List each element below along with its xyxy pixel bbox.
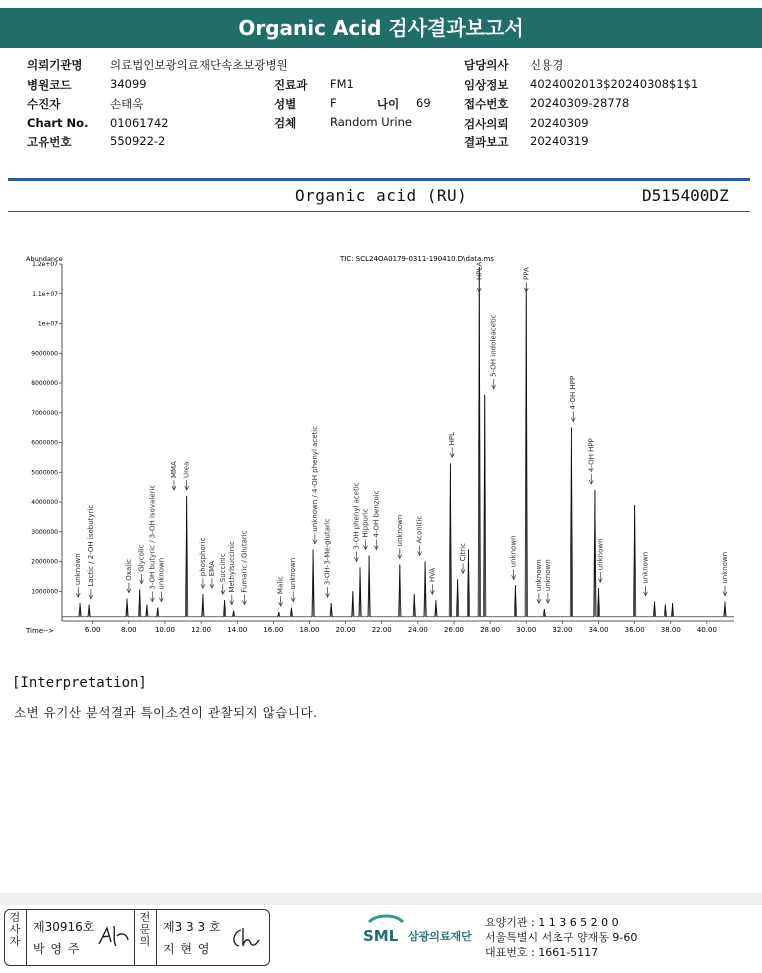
test-name: Organic acid (RU) (295, 186, 468, 205)
specialist-label: 전문의 (139, 911, 151, 948)
peak-annotation: Hippuric (361, 508, 370, 538)
clinical-label: 임상정보 (464, 78, 509, 92)
peak-annotation: Methylsuccinic (227, 541, 236, 593)
age-label: 나이 (377, 97, 400, 111)
x-tick-label: 22.00 (371, 626, 392, 634)
peak-annotation: HPL (448, 431, 457, 446)
receipt-label: 접수번호 (464, 97, 509, 111)
footer-band (0, 893, 762, 905)
peak-annotation: unknown (395, 514, 404, 547)
section-rule-top (8, 178, 750, 181)
y-tick-label: 1.2e+07 (32, 261, 58, 268)
peak-annotation: unknown (509, 535, 518, 568)
tester-label: 검사자 (9, 911, 21, 948)
report-date-label: 결과보고 (464, 135, 509, 149)
peak-annotation: 3-OH-3-Me-glutaric (323, 518, 332, 586)
y-axis-label: Abundance (26, 255, 63, 263)
dept-label: 진료과 (274, 78, 308, 92)
peak-annotation: unknown (720, 551, 729, 584)
y-tick-label: 6000000 (31, 439, 58, 447)
x-tick-label: 32.00 (552, 626, 573, 634)
peak-annotation: HPLA (475, 261, 484, 280)
peak-annotation: unknown (289, 557, 298, 590)
patient-label: 수진자 (27, 97, 61, 111)
x-tick-label: 20.00 (335, 626, 356, 634)
sex-label: 성별 (274, 97, 297, 111)
x-tick-label: 10.00 (154, 626, 175, 634)
dept-value: FM1 (330, 77, 354, 91)
chart-title: TIC: SCL24OA0179-0311-190410.D\data.ms (340, 255, 494, 263)
chart-axes (31, 261, 734, 634)
x-tick-label: 18.00 (299, 626, 320, 634)
peak-annotation: Glycolic (137, 544, 146, 572)
y-tick-label: 8000000 (31, 380, 58, 387)
peak-annotation: Succinic (218, 553, 227, 583)
peak-annotation: Fumaric / Glutaric (240, 530, 249, 593)
specialist-signature-icon (229, 924, 263, 950)
peak-annotation: 3-OH butyric / 3-OH isovaleric (148, 484, 157, 590)
x-tick-label: 30.00 (516, 626, 537, 634)
x-tick-label: 6.00 (84, 626, 101, 634)
peak-annotation: phosphoric (198, 537, 207, 577)
peak-annotation: unknown (157, 557, 166, 590)
peak-annotation: 3-OH phenyl acetic (352, 482, 361, 550)
specialist-license: 제3 3 3 호 (163, 920, 221, 934)
report-date-value: 20240319 (530, 134, 589, 148)
specimen-value: Random Urine (330, 115, 412, 129)
peak-annotation: unknown (74, 553, 83, 586)
peak-annotation: unknown (596, 538, 605, 571)
divider (156, 910, 157, 965)
tester-name: 박 영 주 (33, 942, 81, 956)
org-name: 삼광의료재단 (408, 930, 472, 943)
peak-annotation: MMA (170, 461, 178, 479)
x-tick-label: 16.00 (263, 626, 284, 634)
peak-annotation: Lactic / 2-OH isobutyric (86, 504, 95, 587)
doctor-value: 신용경 (530, 58, 564, 72)
peak-annotation: Oxalic (124, 559, 133, 581)
y-tick-label: 1.1e+07 (32, 290, 58, 298)
peak-annotation: 4-OH benzoic (372, 490, 381, 538)
report-title: Organic Acid 검사결과보고서 (238, 16, 524, 40)
interpretation-title: [Interpretation] (12, 675, 147, 691)
chart-annotations (74, 261, 729, 606)
x-tick-label: 26.00 (443, 626, 465, 634)
x-tick-label: 38.00 (660, 626, 681, 634)
peak-annotation: Urea (182, 461, 191, 479)
unique-no-label: 고유번호 (27, 135, 72, 149)
y-tick-label: 9000000 (31, 350, 58, 358)
x-tick-label: 40.00 (696, 626, 717, 634)
tester-signature-icon (97, 922, 131, 950)
x-tick-label: 12.00 (191, 626, 212, 634)
request-value: 20240309 (530, 116, 589, 130)
y-tick-label: 5000000 (31, 469, 58, 477)
chart-no-label: Chart No. (27, 116, 89, 130)
hospital-code-value: 34099 (110, 77, 147, 91)
tester-license: 제30916호 (33, 920, 95, 934)
clinical-value: 4024002013$20240308$1$1 (530, 77, 699, 91)
doctor-label: 담당의사 (464, 58, 509, 72)
specialist-name: 지 현 영 (163, 942, 211, 956)
peak-annotation: Malic (276, 575, 285, 595)
y-tick-label: 1e+07 (37, 320, 58, 328)
peak-annotation: 4-OH HPP (569, 375, 578, 410)
x-tick-label: 8.00 (121, 626, 137, 634)
peak-annotation: 4-OH HPP (587, 438, 596, 473)
address: 서울특별시 서초구 양재동 9-60 (485, 931, 638, 944)
peak-annotation: unknown (534, 559, 543, 592)
peak-annotation: EMA (207, 560, 216, 577)
x-tick-label: 36.00 (624, 626, 645, 634)
y-tick-label: 3000000 (31, 528, 58, 536)
footer-contact (485, 915, 637, 960)
hospital-code-label: 병원코드 (27, 78, 72, 92)
chart-no-value: 01061742 (110, 116, 169, 130)
peak-annotation: unknown (543, 559, 552, 592)
institution-label: 의뢰기관명 (27, 58, 83, 72)
unique-no-value: 550922-2 (110, 134, 166, 148)
divider (26, 910, 27, 965)
logo-text: SML (363, 927, 399, 945)
age-value: 69 (416, 96, 431, 110)
interpretation-text: 소변 유기산 분석결과 특이소견이 관찰되지 않습니다. (14, 705, 318, 720)
y-tick-label: 4000000 (31, 499, 58, 506)
y-tick-label: 7000000 (31, 409, 58, 417)
peak-annotation: Aconitic (415, 515, 424, 544)
facility-code: 요양기관 : 1 1 3 6 5 2 0 0 (485, 916, 619, 929)
x-tick-label: 14.00 (227, 626, 248, 634)
institution-value: 의료법인보광의료재단속초보광병원 (110, 58, 288, 72)
x-tick-label: 24.00 (407, 626, 428, 634)
chromatogram-chart (20, 252, 740, 644)
y-tick-label: 1000000 (31, 588, 58, 596)
y-tick-label: 2000000 (31, 558, 58, 566)
signature-box (4, 909, 270, 966)
test-code: D515400DZ (642, 186, 729, 205)
divider (134, 910, 135, 965)
sex-value: F (330, 96, 337, 110)
x-tick-label: 34.00 (588, 626, 609, 634)
specimen-label: 검체 (274, 116, 297, 130)
peak-annotation: unknown / 4-OH phenyl acetic (310, 425, 319, 532)
peak-annotation: 5-OH indoleacetic (489, 314, 498, 377)
x-tick-label: 28.00 (480, 626, 501, 634)
peak-annotation: unknown (641, 551, 650, 584)
x-axis-label: Time--> (26, 627, 55, 635)
request-label: 검사의뢰 (464, 117, 509, 131)
section-rule-bottom (8, 211, 750, 212)
peak-annotation: Citric (459, 543, 468, 562)
patient-value: 손태욱 (110, 97, 144, 111)
phone: 대표번호 : 1661-5117 (485, 946, 599, 959)
peak-annotation: HVA (428, 567, 437, 583)
peak-annotation: PPA (522, 267, 531, 280)
sml-logo-icon (363, 914, 409, 948)
receipt-value: 20240309-28778 (530, 96, 630, 110)
